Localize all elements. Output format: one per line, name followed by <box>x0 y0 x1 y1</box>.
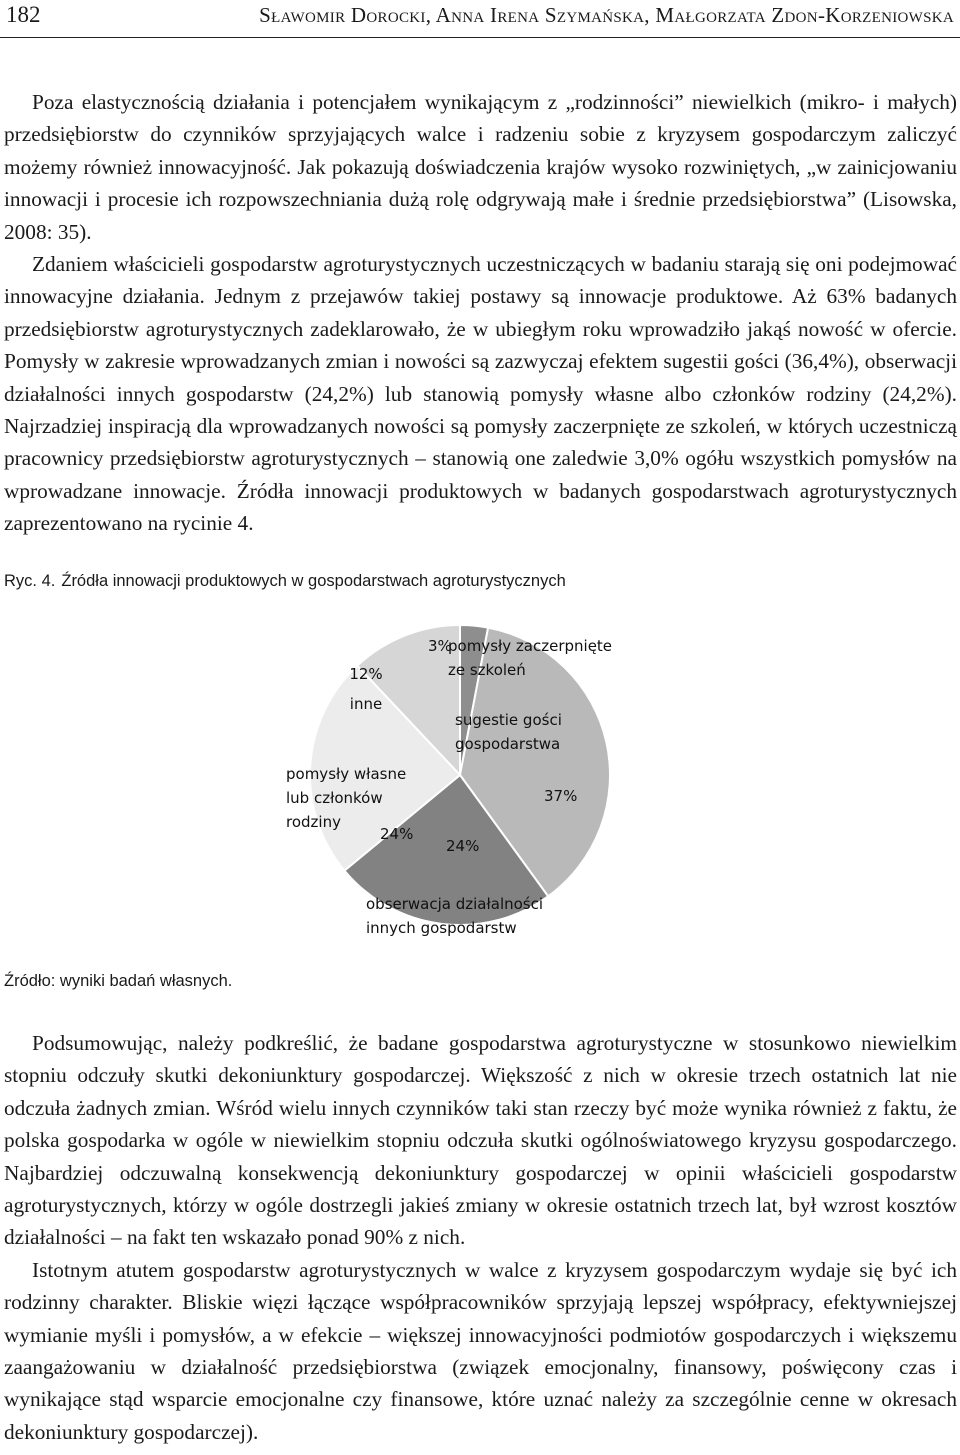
paragraph: Zdaniem właścicieli gospodarstw agroturystycznych uczestniczących w badaniu starają się oni podejmować innowacyjne działania. Jednym z przejawów takiej postawy są innowacje produktowe. Aż 63% badanych przedsiębiorstw agroturystycznych zadeklarowało, że w ubiegłym roku wprowadziło jakąś nowość w ofercie. Pomysły w zakresie wprowadzanych zmian i nowości są zazwyczaj efektem sugestii gości (36,4%), obserwacji działalności innych gospodarstw (24,2%) lub stanowią pomysły własne albo członków rodziny (24,2%). Najrzadziej inspiracją dla wprowadzanych nowości są pomysły zaczerpnięte ze szkoleń, w których uczestniczą pracownicy przedsiębiorstw agroturystycznych – stanowią one zaledwie 3,0% ogółu wszystkich pomysłów na wprowadzane innowacje. Źródła innowacji produktowych w badanych gospodarstwach agroturystycznych zaprezentowano na rycinie 4. <box>4 252 957 536</box>
figure-number: Ryc. 4. <box>4 572 56 590</box>
running-head: Sławomir Dorocki, Anna Irena Szymańska, Małgorzata Zdon-Korzeniowska <box>259 3 954 27</box>
figure-source: Źródło: wyniki badań własnych. <box>4 972 233 990</box>
page-number: 182 <box>6 2 41 27</box>
body-text-top <box>4 86 957 540</box>
pie-chart <box>270 615 650 945</box>
slice-value-label: 24% <box>446 837 480 855</box>
slice-category-label: gospodarstwa <box>455 735 561 753</box>
figure-caption <box>4 572 566 591</box>
paragraph: Poza elastycznością działania i potencjałem wynikającym z „rodzinności” niewielkich (mikro- i małych) przedsiębiorstw do czynników sprzyjających walce i radzeniu sobie z kryzysem gospodarczym zaliczyć możemy również innowacyjność. Jak pokazują doświadczenia krajów wysoko rozwiniętych, „w zainicjowaniu innowacji i procesie ich rozpowszechniania dużą rolę odgrywają małe i średnie przedsiębiorstwa” (Lisowska, 2008: 35). <box>4 90 957 244</box>
slice-category-label: inne <box>349 695 383 713</box>
slice-category-label: pomysły własne <box>286 765 407 783</box>
slice-value-label: 24% <box>380 825 414 843</box>
figure-title: Źródła innowacji produktowych w gospodarstwach agroturystycznych <box>61 572 566 590</box>
slice-category-label: lub członków <box>286 789 383 807</box>
body-text-bottom <box>4 1027 957 1448</box>
slice-value-label: 3% <box>428 637 452 655</box>
slice-category-label: pomysły zaczerpnięte <box>448 637 613 655</box>
slice-value-label: 12% <box>349 665 383 683</box>
paragraph: Istotnym atutem gospodarstw agroturystycznych w walce z kryzysem gospodarczym wydaje się być ich rodzinny charakter. Bliskie więzi łączące współpracowników sprzyjają lepszej współpracy, efektywniejszej wymianie myśli i pomysłów, a w efekcie – większej innowacyjności podmiotów gospodarczych i większemu zaangażowaniu w działalność przedsiębiorstwa (związek emocjonalny, finansowy, poświęcony czas i wynikające stąd wsparcie emocjonalne czy finansowe, które uznać należy za szczególnie cenne w okresach dekoniunktury gospodarczej). <box>4 1257 957 1444</box>
slice-category-label: sugestie gości <box>455 711 562 729</box>
pie-chart-svg <box>270 615 650 945</box>
paragraph: Podsumowując, należy podkreślić, że badane gospodarstwa agroturystyczne w stosunkowo niewielkim stopniu odczuły skutki dekoniunktury gospodarczej. Większość z nich w okresie trzech ostatnich lat nie odczuła żadnych zmian. Wśród wielu innych czynników taki stan rzeczy być może wynika również z faktu, że polska gospodarka w ogóle w niewielkim stopniu odczuła skutki ogólnoświatowego kryzysu gospodarczego. Najbardziej odczuwalną konsekwencją dekoniunktury gospodarczej w opinii właścicieli gospodarstw agroturystycznych, którzy w ogóle dostrzegli jakieś zmiany w okresie ostatnich trzech lat, był wzrost kosztów działalności – na fakt ten wskazało ponad 90% z nich. <box>4 1031 957 1250</box>
slice-category-label: rodziny <box>286 813 341 831</box>
page-header <box>0 0 960 42</box>
header-rule <box>0 37 960 38</box>
slice-category-label: obserwacja działalności <box>366 895 544 913</box>
slice-category-label: innych gospodarstw <box>366 919 517 937</box>
slice-value-label: 37% <box>544 787 578 805</box>
slice-category-label: ze szkoleń <box>448 661 526 679</box>
